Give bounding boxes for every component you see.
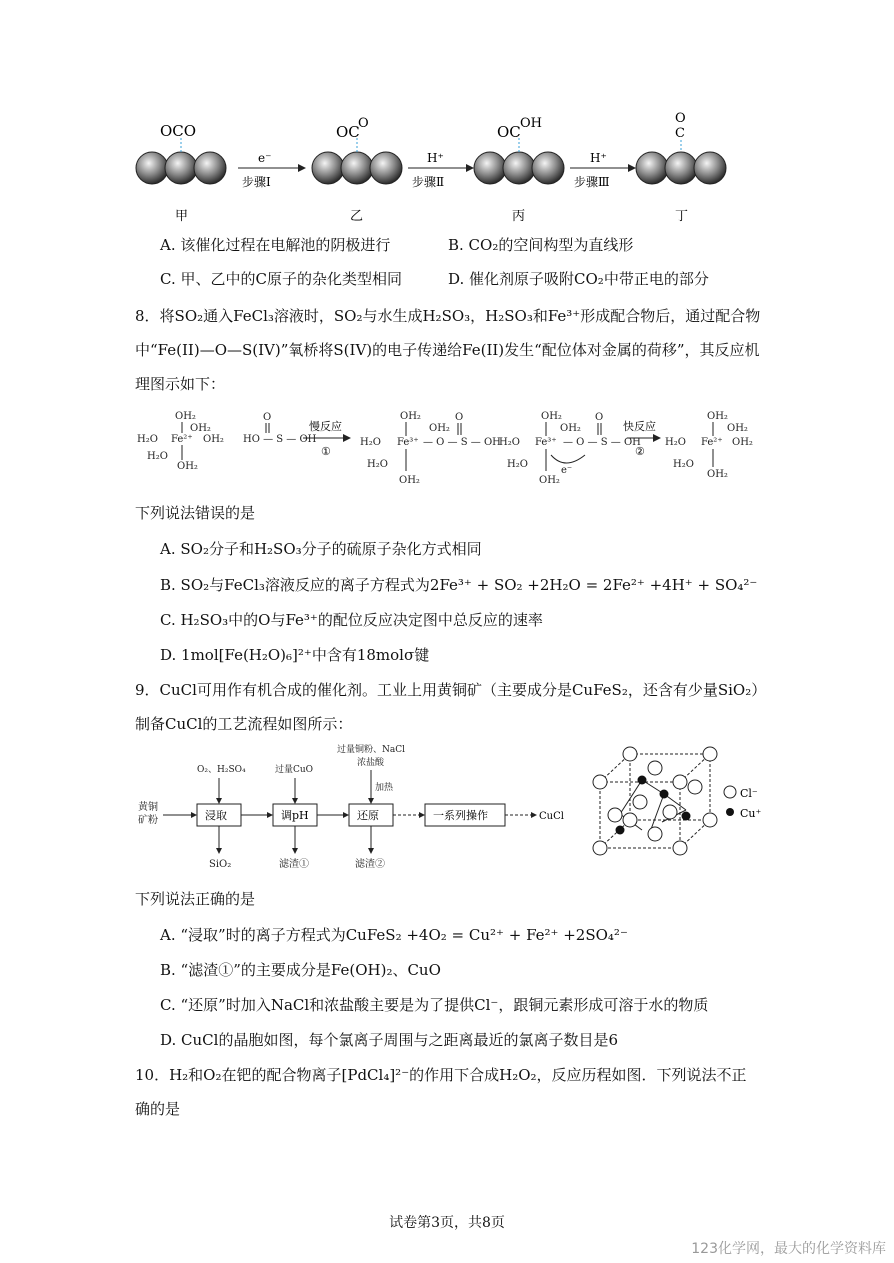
svg-text:OH₂: OH₂	[541, 411, 562, 422]
input-o2-h2so4: O₂、H₂SO₄	[197, 765, 246, 775]
page-footer: 试卷第3页，共8页	[389, 1215, 505, 1231]
catalyst-surface-jia	[136, 152, 226, 184]
fast-reaction-label: 快反应	[623, 420, 656, 433]
product-c: C	[675, 126, 685, 141]
reduce-label: 还原	[357, 809, 379, 822]
q9-stem-line1: 9．CuCl可用作有机合成的催化剂。工业上用黄铜矿（主要成分是CuFeS₂，还含有少量SiO₂）	[135, 681, 767, 699]
svg-text:OH₂: OH₂	[707, 411, 728, 422]
svg-text:OH₂: OH₂	[727, 423, 748, 434]
label-jia: 甲	[175, 209, 189, 224]
svg-text:— O — S — OH: — O — S — OH	[563, 437, 641, 448]
label-bing: 丙	[512, 209, 526, 224]
leach-label: 浸取	[205, 809, 227, 822]
q8-stem-line2: 中“Fe(II)—O—S(IV)”氧桥将S(IV)的电子传递给Fe(II)发生“配位体对金属的荷移”，其反应机	[135, 341, 760, 359]
svg-text:OH₂: OH₂	[429, 423, 450, 434]
fast-reaction-number: ②	[635, 445, 645, 458]
product-cucl: CuCl	[539, 811, 564, 822]
intermediate-yi-o: O	[358, 116, 369, 131]
watermark: 123化学网，最大的化学资料库	[691, 1241, 886, 1257]
q9-stem-line2: 制备CuCl的工艺流程如图所示：	[135, 715, 353, 733]
svg-text:OH₂: OH₂	[175, 411, 196, 422]
svg-text:OH₂: OH₂	[539, 475, 560, 486]
catalyst-surface-ding	[636, 152, 726, 184]
svg-text:H₂O: H₂O	[673, 459, 694, 470]
svg-text:OH₂: OH₂	[560, 423, 581, 434]
q8-stem-line3: 理图示如下：	[135, 375, 226, 393]
q7-option-b: B. CO₂的空间构型为直线形	[448, 236, 634, 254]
co2-molecule-jia: OCO	[160, 122, 197, 140]
svg-text:H₂O: H₂O	[507, 459, 528, 470]
q8-option-b: B. SO₂与FeCl₃溶液反应的离子方程式为2Fe³⁺ + SO₂ +2H₂O = 2Fe²⁺ +4H⁺ + SO₄²⁻	[160, 576, 758, 594]
legend-chloride: Cl⁻	[740, 787, 758, 800]
fe-so2-mechanism-figure	[135, 405, 765, 490]
flow-start-line1: 黄铜	[138, 802, 158, 813]
q9-question: 下列说法正确的是	[135, 890, 256, 908]
svg-text:OH₂: OH₂	[707, 469, 728, 480]
svg-text:Fe²⁺: Fe²⁺	[701, 437, 723, 448]
co2-reduction-figure	[130, 110, 730, 225]
slow-reaction-label: 慢反应	[309, 420, 342, 433]
series-operations-label: 一系列操作	[433, 809, 488, 822]
svg-text:O: O	[455, 412, 464, 423]
output-residue-2: 滤渣②	[355, 859, 385, 870]
cucl-process-flowchart	[135, 740, 575, 880]
svg-text:OH₂: OH₂	[203, 434, 224, 445]
q7-option-c: C. 甲、乙中的C原子的杂化类型相同	[160, 270, 402, 288]
step3-label: 步骤Ⅲ	[574, 175, 610, 189]
svg-text:O: O	[595, 412, 604, 423]
q8-question: 下列说法错误的是	[135, 504, 256, 522]
intermediate-yi: OC	[336, 123, 360, 141]
q9-option-a: A. “浸取”时的离子方程式为CuFeS₂ +4O₂ = Cu²⁺ + Fe²⁺ +2SO₄²⁻	[160, 926, 628, 944]
q8-option-d: D. 1mol[Fe(H₂O)₆]²⁺中含有18molσ键	[160, 646, 430, 664]
input-cu-nacl: 过量铜粉、NaCl	[337, 745, 406, 755]
svg-text:H₂O: H₂O	[147, 451, 168, 462]
cucl-unit-cell-figure	[590, 742, 770, 862]
q10-stem-line2: 确的是	[135, 1100, 181, 1118]
svg-text:H₂O: H₂O	[367, 459, 388, 470]
svg-text:— O — S — OH: — O — S — OH	[423, 437, 501, 448]
input-excess-cuo: 过量CuO	[275, 765, 314, 775]
svg-text:OH₂: OH₂	[190, 423, 211, 434]
label-ding: 丁	[675, 209, 689, 224]
output-sio2: SiO₂	[209, 859, 232, 870]
svg-text:HO — S — OH: HO — S — OH	[243, 434, 317, 445]
svg-text:H₂O: H₂O	[360, 437, 381, 448]
product-o: O	[675, 111, 686, 126]
q9-option-b: B. “滤渣①”的主要成分是Fe(OH)₂、CuO	[160, 961, 441, 979]
q7-option-d: D. 催化剂原子吸附CO₂中带正电的部分	[448, 270, 709, 288]
input-heat: 加热	[375, 783, 394, 793]
q8-option-a: A. SO₂分子和H₂SO₃分子的硫原子杂化方式相同	[160, 540, 482, 558]
output-residue-1: 滤渣①	[279, 859, 309, 870]
input-conc-hcl: 浓盐酸	[357, 758, 385, 768]
adjust-ph-label: 调pH	[281, 809, 309, 822]
svg-text:Fe³⁺: Fe³⁺	[535, 437, 557, 448]
svg-text:OH₂: OH₂	[732, 437, 753, 448]
step2-reagent: H⁺	[427, 151, 444, 165]
q8-stem-line1: 8．将SO₂通入FeCl₃溶液时，SO₂与水生成H₂SO₃，H₂SO₃和Fe³⁺形成配合物后，通过配合物	[135, 307, 761, 325]
svg-text:Fe³⁺: Fe³⁺	[397, 437, 419, 448]
step3-reagent: H⁺	[590, 151, 607, 165]
step1-label: 步骤Ⅰ	[242, 175, 271, 189]
slow-reaction-number: ①	[321, 445, 331, 458]
svg-text:OH₂: OH₂	[177, 461, 198, 472]
step2-label: 步骤Ⅱ	[412, 175, 445, 189]
q10-stem-line1: 10．H₂和O₂在钯的配合物离子[PdCl₄]²⁻的作用下合成H₂O₂，反应历程如图．下列说法不正	[135, 1066, 747, 1084]
q7-option-a: A. 该催化过程在电解池的阴极进行	[160, 236, 391, 254]
svg-text:H₂O: H₂O	[499, 437, 520, 448]
catalyst-surface-bing	[474, 152, 564, 184]
step1-reagent: e⁻	[258, 151, 272, 165]
catalyst-surface-yi	[312, 152, 402, 184]
legend-copper-ion: Cu⁺	[740, 807, 762, 820]
label-yi: 乙	[350, 209, 364, 224]
svg-text:OH₂: OH₂	[400, 411, 421, 422]
svg-text:e⁻: e⁻	[561, 465, 573, 476]
flow-start-line2: 矿粉	[138, 815, 158, 826]
svg-text:H₂O: H₂O	[665, 437, 686, 448]
q9-option-c: C. “还原”时加入NaCl和浓盐酸主要是为了提供Cl⁻，跟铜元素形成可溶于水的物质	[160, 996, 709, 1014]
svg-text:Fe²⁺: Fe²⁺	[171, 434, 193, 445]
q8-option-c: C. H₂SO₃中的O与Fe³⁺的配位反应决定图中总反应的速率	[160, 611, 543, 629]
intermediate-bing-oh: OH	[520, 116, 542, 131]
svg-text:OH₂: OH₂	[399, 475, 420, 486]
svg-text:O: O	[263, 412, 272, 423]
q9-option-d: D. CuCl的晶胞如图，每个氯离子周围与之距离最近的氯离子数目是6	[160, 1031, 618, 1049]
intermediate-bing: OC	[497, 123, 521, 141]
svg-text:H₂O: H₂O	[137, 434, 158, 445]
